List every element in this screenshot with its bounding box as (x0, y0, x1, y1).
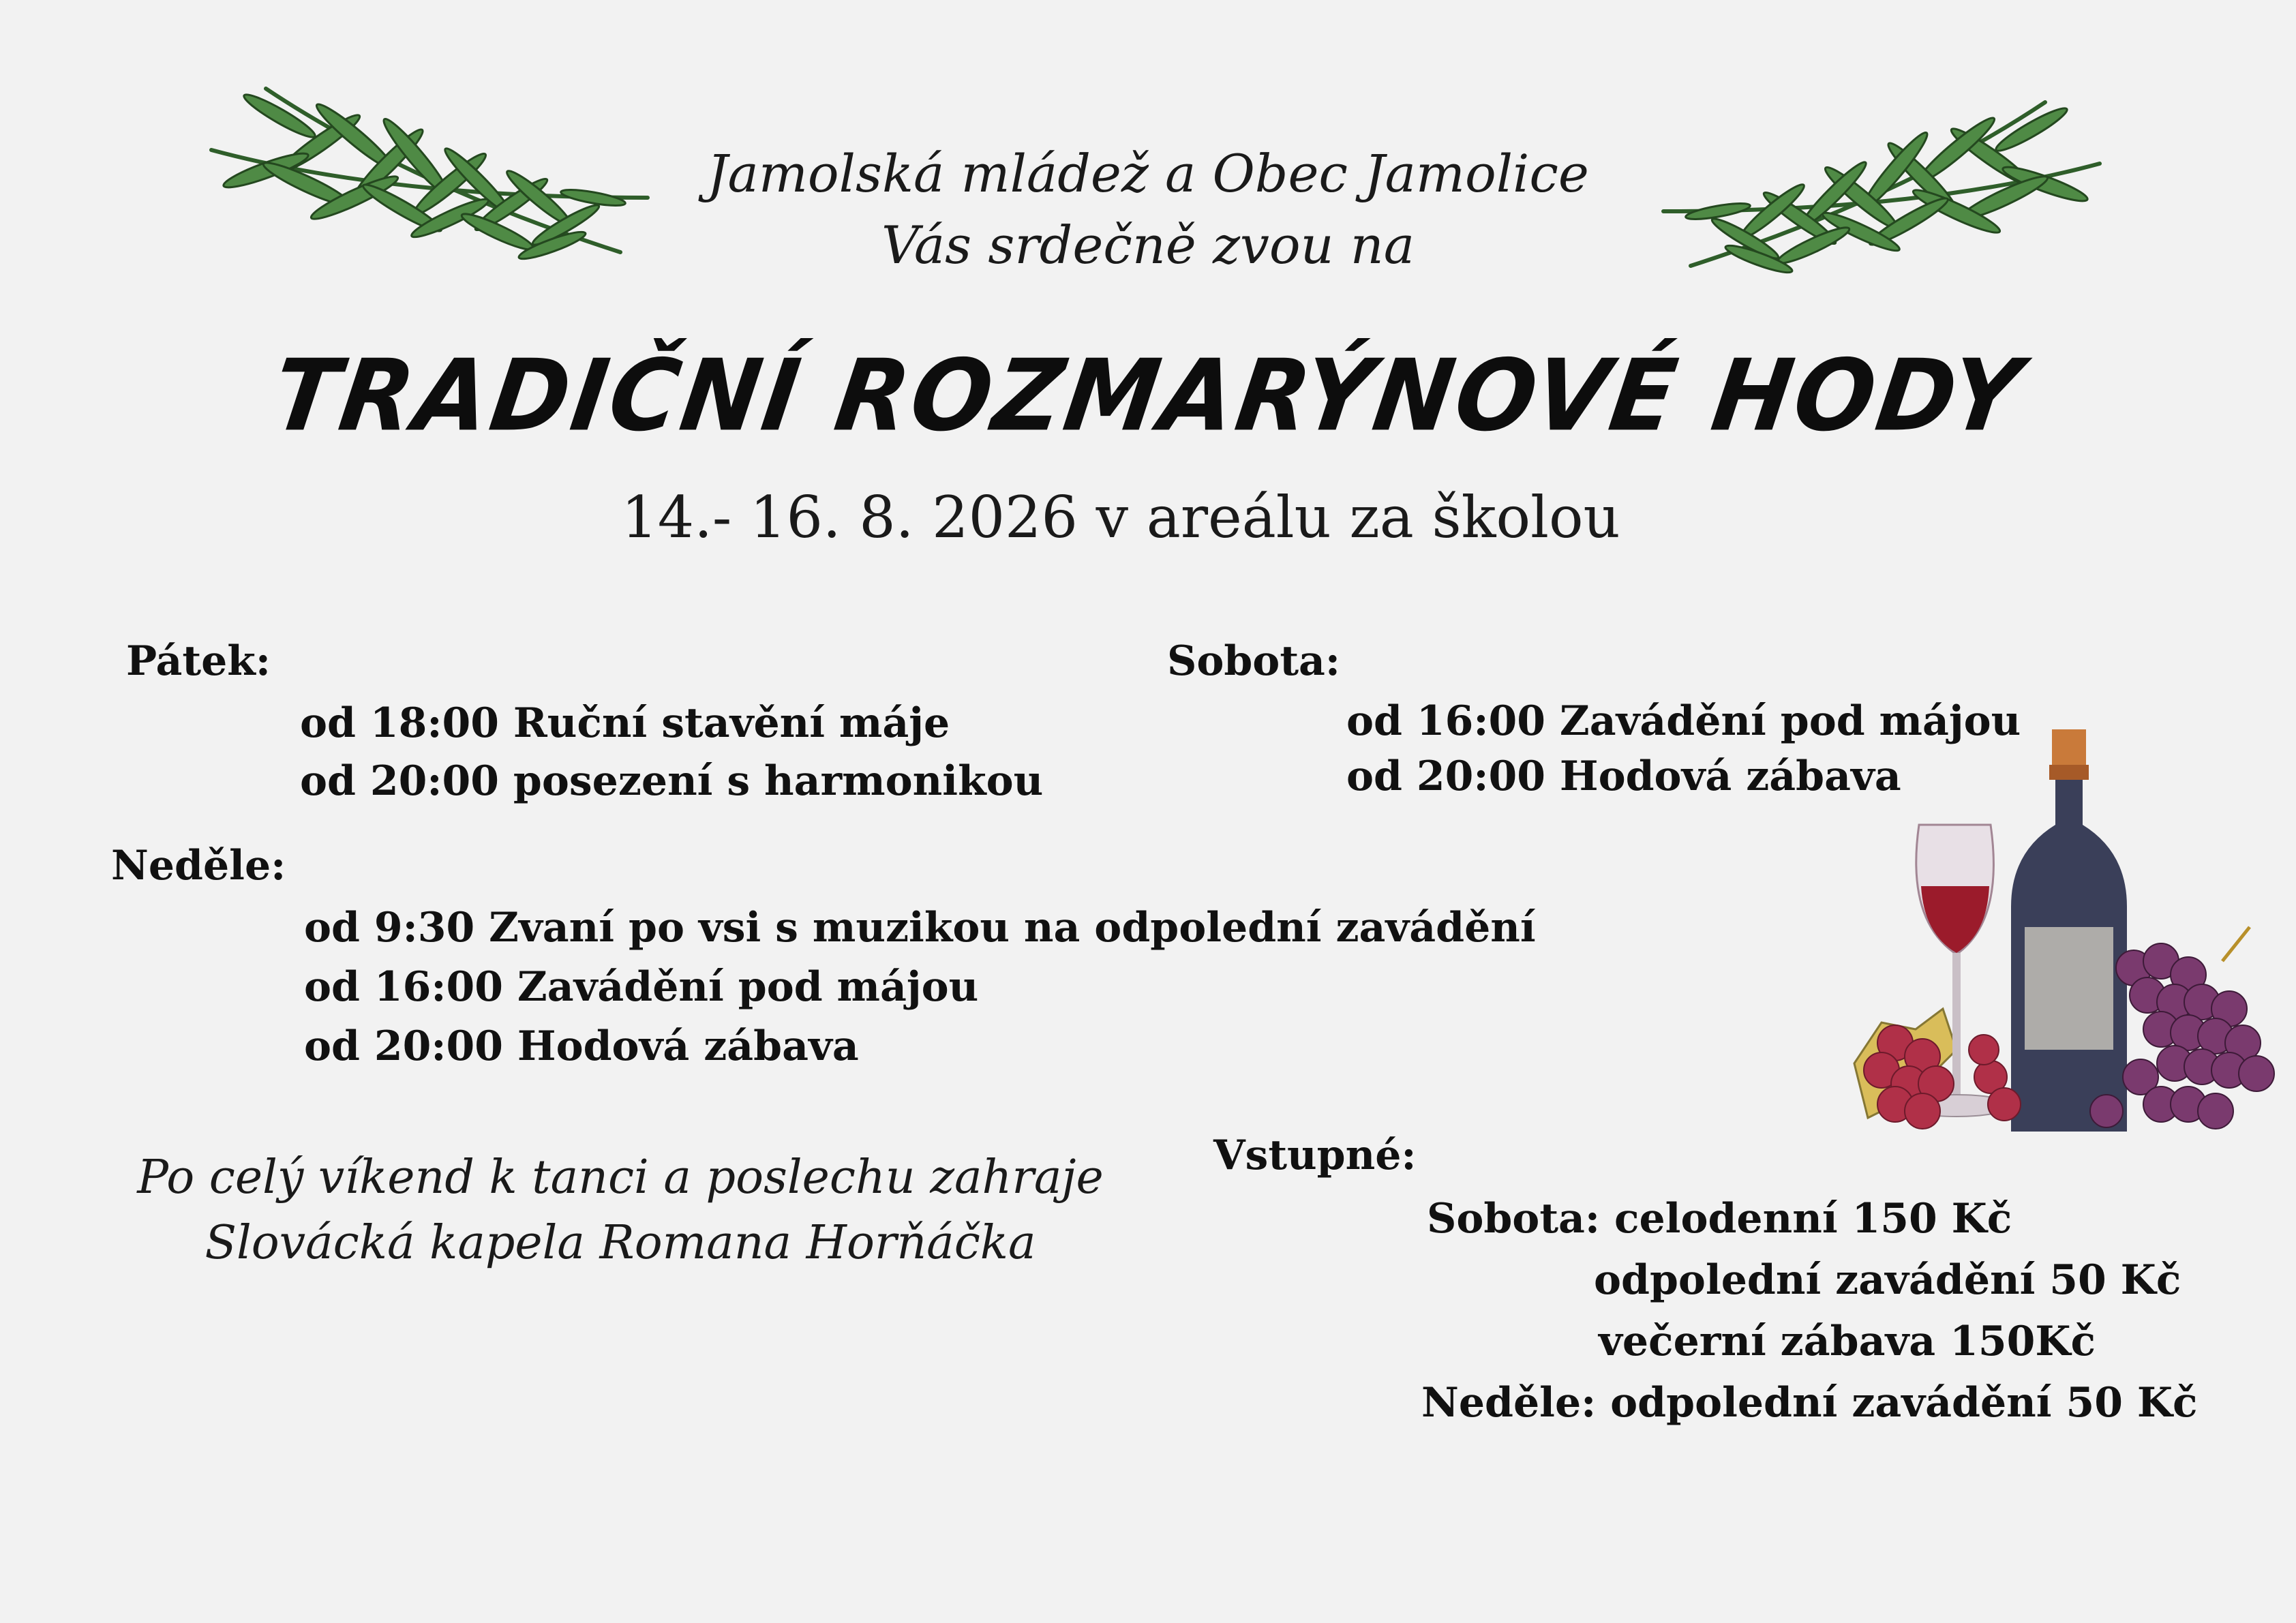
friday-item-1: od 18:00 Ruční stavění máje (300, 699, 950, 747)
title-wrap (0, 337, 2296, 454)
event-title: TRADIČNÍ ROZMARÝNOVÉ HODY (266, 337, 2030, 454)
sunday-item-2: od 16:00 Zavádění pod májou (304, 963, 979, 1011)
admission-line-1: Sobota: celodenní 150 Kč (1427, 1195, 2012, 1243)
admission-label: Vstupné: (1213, 1132, 1417, 1179)
sunday-label: Neděle: (111, 842, 286, 890)
band-info (109, 1145, 1132, 1276)
saturday-label: Sobota: (1167, 637, 1341, 685)
friday-label: Pátek: (126, 637, 271, 685)
saturday-item-2: od 20:00 Hodová zábava (1346, 753, 1901, 800)
sunday-item-1: od 9:30 Zvaní po vsi s muzikou na odpolední zavádění (304, 904, 1536, 952)
wine-and-grapes-illustration (1841, 723, 2291, 1159)
band-line-2: Slovácká kapela Romana Horňáčka (205, 1216, 1036, 1270)
event-dates: 14.- 16. 8. 2026 v areálu za školou (621, 484, 1620, 551)
sunday-item-3: od 20:00 Hodová zábava (304, 1022, 859, 1070)
admission-line-2: odpolední zavádění 50 Kč (1594, 1256, 2181, 1304)
admission-line-4: Neděle: odpolední zavádění 50 Kč (1421, 1379, 2198, 1427)
invite-line-1: Jamolská mládež a Obec Jamolice (707, 143, 1589, 204)
saturday-item-1: od 16:00 Zavádění pod májou (1346, 697, 2021, 745)
invite-line-2: Vás srdečně zvou na (881, 215, 1415, 275)
friday-item-2: od 20:00 posezení s harmonikou (300, 757, 1044, 805)
admission-line-3: večerní zábava 150Kč (1599, 1318, 2096, 1365)
band-line-1: Po celý víkend k tanci a poslechu zahraje (137, 1151, 1104, 1204)
